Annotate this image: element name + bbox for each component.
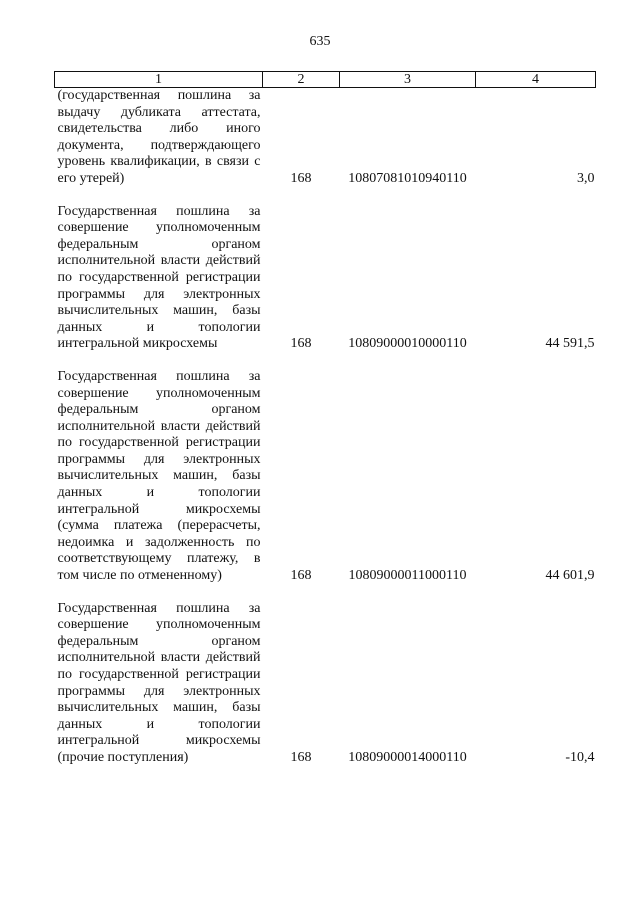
row-admin-code: 168 bbox=[290, 749, 312, 765]
row-amount: 3,0 bbox=[577, 170, 595, 186]
row-description: Государственная пошлина за совершение уполномоченным федеральным органом исполнительной власти действий по государственной регистрации программы для электронных вычислительных машин, базы данных и топологии интегральной микросхемы (сумма платежа (перерасчеты, недоимка и задолженность по соответствующему платежу, в том числе по отмененному) bbox=[57, 368, 261, 584]
row-kbk: 10809000011000110 bbox=[348, 568, 467, 584]
row-admin-code: 168 bbox=[290, 170, 312, 186]
row-kbk: 10809000010000110 bbox=[348, 336, 467, 352]
table-row bbox=[55, 601, 596, 783]
row-admin-code: 168 bbox=[290, 336, 312, 352]
table-header bbox=[55, 72, 596, 88]
row-description: Государственная пошлина за совершение уполномоченным федеральным органом исполнительной власти действий по государственной регистрации программы для электронных вычислительных машин, базы данных и топологии интегральной микросхемы (прочие поступления) bbox=[57, 600, 261, 765]
row-kbk: 10807081010940110 bbox=[348, 170, 467, 186]
row-admin-code: 168 bbox=[290, 568, 312, 584]
header-row bbox=[55, 72, 596, 88]
table-body bbox=[55, 88, 596, 783]
row-amount: -10,4 bbox=[565, 749, 595, 765]
row-kbk: 10809000014000110 bbox=[348, 749, 467, 765]
table-row bbox=[55, 369, 596, 601]
table-row bbox=[55, 88, 596, 204]
header-col-3: 3 bbox=[340, 72, 476, 88]
page-number: 635 bbox=[309, 34, 331, 49]
row-amount: 44 591,5 bbox=[545, 336, 595, 352]
table-row bbox=[55, 204, 596, 369]
row-amount: 44 601,9 bbox=[545, 568, 595, 584]
row-description: Государственная пошлина за совершение уполномоченным федеральным органом исполнительной власти действий по государственной регистрации программы для электронных вычислительных машин, базы данных и топологии интегральной микросхемы bbox=[57, 203, 261, 352]
header-col-2: 2 bbox=[263, 72, 340, 88]
budget-table bbox=[54, 71, 596, 783]
header-col-1: 1 bbox=[55, 72, 263, 88]
header-col-4: 4 bbox=[476, 72, 596, 88]
row-description: (государственная пошлина за выдачу дубликата аттестата, свидетельства либо иного документа, подтверждающего уровень квалификации, в связи с его утерей) bbox=[57, 88, 261, 186]
